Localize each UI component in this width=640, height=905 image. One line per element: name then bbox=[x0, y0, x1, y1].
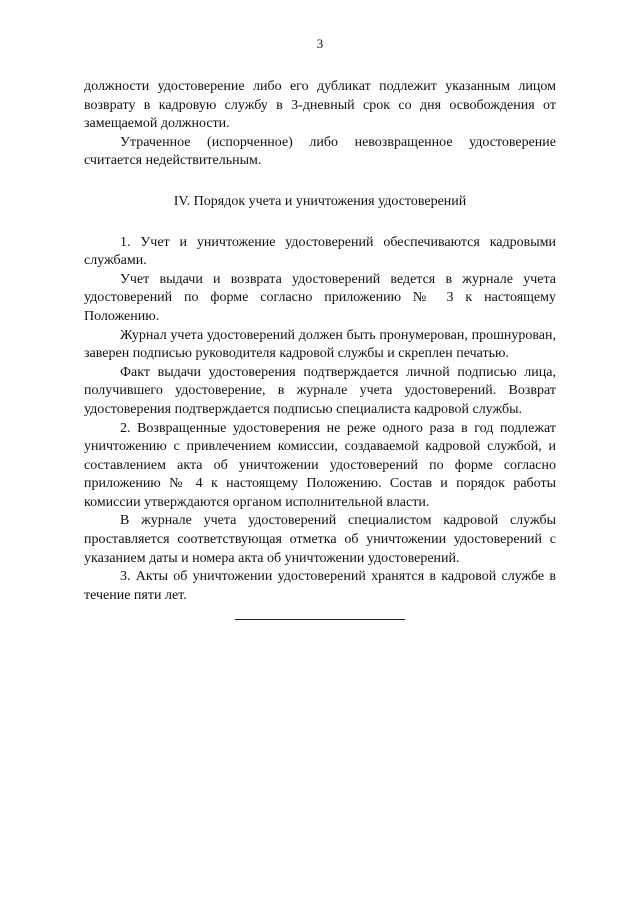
paragraph-destruction-mark: В журнале учета удостоверений специалистом кадровой службы проставляется соответствующая отметка об уничтожении удостоверений с указанием даты и номера акта об уничтожении удостоверений. bbox=[84, 513, 556, 566]
paragraph-1: 1. Учет и уничтожение удостоверений обеспечиваются кадровыми службами. bbox=[84, 234, 556, 269]
paragraph-journal-requirements: Журнал учета удостоверений должен быть пронумерован, прошнурован, заверен подписью руководителя кадровой службы и скреплен печатью. bbox=[84, 327, 556, 362]
page-number: 3 bbox=[316, 36, 324, 51]
paragraph-issue-confirmation: Факт выдачи удостоверения подтверждается личной подписью лица, получившего удостоверение, в журнале учета удостоверений. Возврат удостоверения подтверждается подписью специалиста кадровой службы. bbox=[84, 364, 556, 417]
end-of-document-rule bbox=[235, 619, 405, 620]
paragraph-2: 2. Возвращенные удостоверения не реже одного раза в год подлежат уничтожению с привлечением комиссии, создаваемой кадровой службой, и составлением акта об уничтожении удостоверений по форме согласно приложению № 4 к настоящему Положению. Состав и порядок работы комиссии утверждаются органом исполнительной власти. bbox=[84, 420, 556, 510]
paragraph-journal-issue: Учет выдачи и возврата удостоверений ведется в журнале учета удостоверений по форме согласно приложению № 3 к настоящему Положению. bbox=[84, 271, 556, 324]
paragraph-3: 3. Акты об уничтожении удостоверений хранятся в кадровой службе в течение пяти лет. bbox=[84, 569, 556, 603]
document-body bbox=[84, 78, 556, 620]
paragraph-invalid-certificate: Утраченное (испорченное) либо невозвращенное удостоверение считается недействительным. bbox=[84, 134, 556, 169]
paragraph-continuation: должности удостоверение либо его дубликат подлежит указанным лицом возврату в кадровую службу в 3-дневный срок со дня освобождения от замещаемой должности. bbox=[84, 79, 556, 132]
section-heading: IV. Порядок учета и уничтожения удостоверений bbox=[173, 193, 467, 209]
